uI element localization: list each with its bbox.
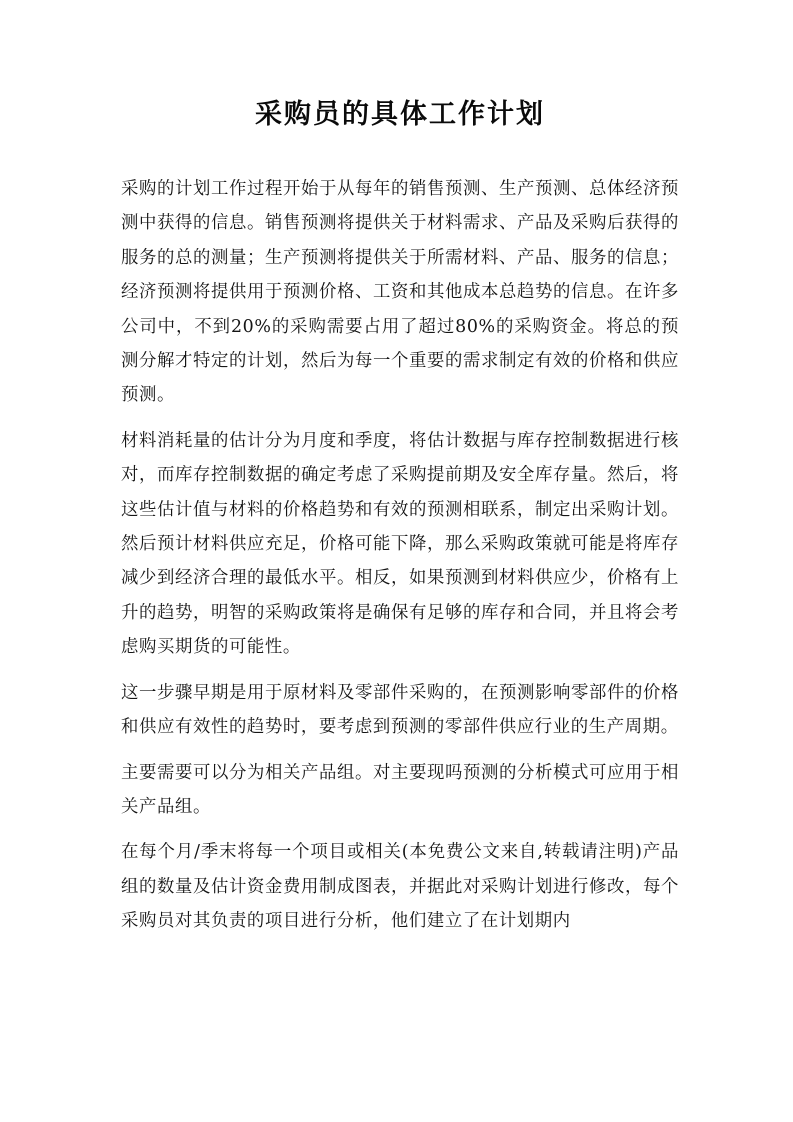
- paragraph-component-cycle: 这一步骤早期是用于原材料及零部件采购的，在预测影响零部件的价格和供应有效性的趋势时，要考虑到预测的零部件供应行业的生产周期。: [121, 682, 679, 738]
- paragraph-monthly-review: 在每个月/季末将每一个项目或相关(本免费公文来自,转载请注明)产品组的数量及估计资金费用制成图表，并据此对采购计划进行修改，每个采购员对其负责的项目进行分析，他们建立了在计划期内: [121, 842, 679, 932]
- document-title: 采购员的具体工作计划: [255, 99, 545, 130]
- paragraph-forecast-sources: 采购的计划工作过程开始于从每年的销售预测、生产预测、总体经济预测中获得的信息。销售预测将提供关于材料需求、产品及采购后获得的服务的总的测量；生产预测将提供关于所需材料、产品、服务的信息；经济预测将提供用于预测价格、工资和其他成本总趋势的信息。在许多公司中，不到20%的采购需要占用了超过80%的采购资金。将总的预测分解才特定的计划，然后为每一个重要的需求制定有效的价格和供应预测。: [121, 179, 679, 406]
- paragraph-product-groups: 主要需要可以分为相关产品组。对主要现吗预测的分析模式可应用于相关产品组。: [121, 762, 679, 817]
- paragraph-consumption-estimate: 材料消耗量的估计分为月度和季度，将估计数据与库存控制数据进行核对，而库存控制数据的确定考虑了采购提前期及安全库存量。然后，将这些估计值与材料的价格趋势和有效的预测相联系，制定出采购计划。然后预计材料供应充足，价格可能下降，那么采购政策就可能是将库存减少到经济合理的最低水平。相反，如果预测到材料供应少，价格有上升的趋势，明智的采购政策将是确保有足够的库存和合同，并且将会考虑购买期货的可能性。: [121, 430, 679, 658]
